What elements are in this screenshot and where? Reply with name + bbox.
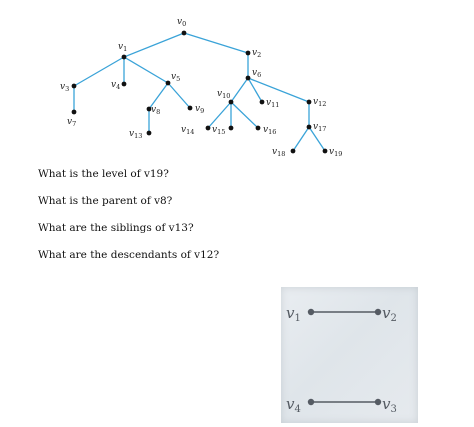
label-v14: $v_{14}$: [181, 125, 195, 136]
label-v8: $v_8$: [151, 105, 161, 116]
node-v2: [246, 51, 251, 56]
node-v17: [307, 125, 312, 130]
label-v13: $v_{13}$: [129, 129, 143, 140]
graph-photo-diagram: [281, 287, 418, 423]
node-v16: [256, 126, 261, 131]
photo-node-v2: [375, 309, 381, 315]
label-v0: $v_0$: [177, 17, 187, 28]
photo-label-v2: $v_2$: [382, 304, 397, 324]
label-v1: $v_1$: [118, 42, 128, 53]
question-2: What is the parent of v8?: [38, 195, 173, 207]
node-v13: [147, 131, 152, 136]
node-v14: [206, 126, 211, 131]
edge-v6-v10: [231, 78, 248, 102]
edge-v6-v11: [248, 78, 262, 102]
node-v5: [166, 81, 171, 86]
photo-label-v4: $v_4$: [286, 395, 301, 415]
node-v3: [72, 84, 77, 89]
label-v19: $v_{19}$: [329, 147, 343, 158]
label-v5: $v_5$: [171, 72, 181, 83]
node-v7: [72, 110, 77, 115]
edge-v10-v16: [231, 102, 258, 128]
label-v18: $v_{18}$: [272, 147, 286, 158]
label-v3: $v_3$: [60, 82, 70, 93]
edge-v0-v1: [124, 33, 184, 57]
edge-v17-v18: [293, 127, 309, 151]
label-v6: $v_6$: [252, 68, 262, 79]
tree-edges: [74, 33, 325, 151]
node-v0: [182, 31, 187, 36]
question-3: What are the siblings of v13?: [38, 222, 194, 234]
node-v1: [122, 55, 127, 60]
node-v19: [323, 149, 328, 154]
rooted-tree-diagram: [0, 0, 474, 165]
node-v12: [307, 100, 312, 105]
photo-node-v1: [308, 309, 314, 315]
label-v12: $v_{12}$: [313, 97, 327, 108]
label-v2: $v_2$: [252, 48, 262, 59]
graph-photo: [281, 287, 418, 423]
edge-v1-v3: [74, 57, 124, 86]
node-v9: [188, 106, 193, 111]
label-v17: $v_{17}$: [313, 122, 327, 133]
label-v15: $v_{15}$: [212, 125, 226, 136]
edge-v6-v12: [248, 78, 309, 102]
question-4: What are the descendants of v12?: [38, 249, 220, 261]
label-v11: $v_{11}$: [266, 98, 280, 109]
node-v4: [122, 82, 127, 87]
label-v7: $v_7$: [67, 117, 77, 128]
edge-v5-v9: [168, 83, 190, 108]
photo-label-v1: $v_1$: [286, 304, 301, 324]
edge-v1-v5: [124, 57, 168, 83]
photo-label-v3: $v_3$: [382, 395, 397, 415]
node-v11: [260, 100, 265, 105]
node-v18: [291, 149, 296, 154]
label-v16: $v_{16}$: [263, 125, 277, 136]
node-v6: [246, 76, 251, 81]
question-1: What is the level of v19?: [38, 168, 169, 180]
edge-v0-v2: [184, 33, 248, 53]
node-v10: [229, 100, 234, 105]
photo-node-v4: [308, 399, 314, 405]
photo-node-v3: [375, 399, 381, 405]
label-v4: $v_4$: [111, 80, 121, 91]
node-v15: [229, 126, 234, 131]
label-v9: $v_9$: [195, 104, 205, 115]
tree-nodes: [72, 31, 328, 154]
label-v10: $v_{10}$: [217, 89, 231, 100]
